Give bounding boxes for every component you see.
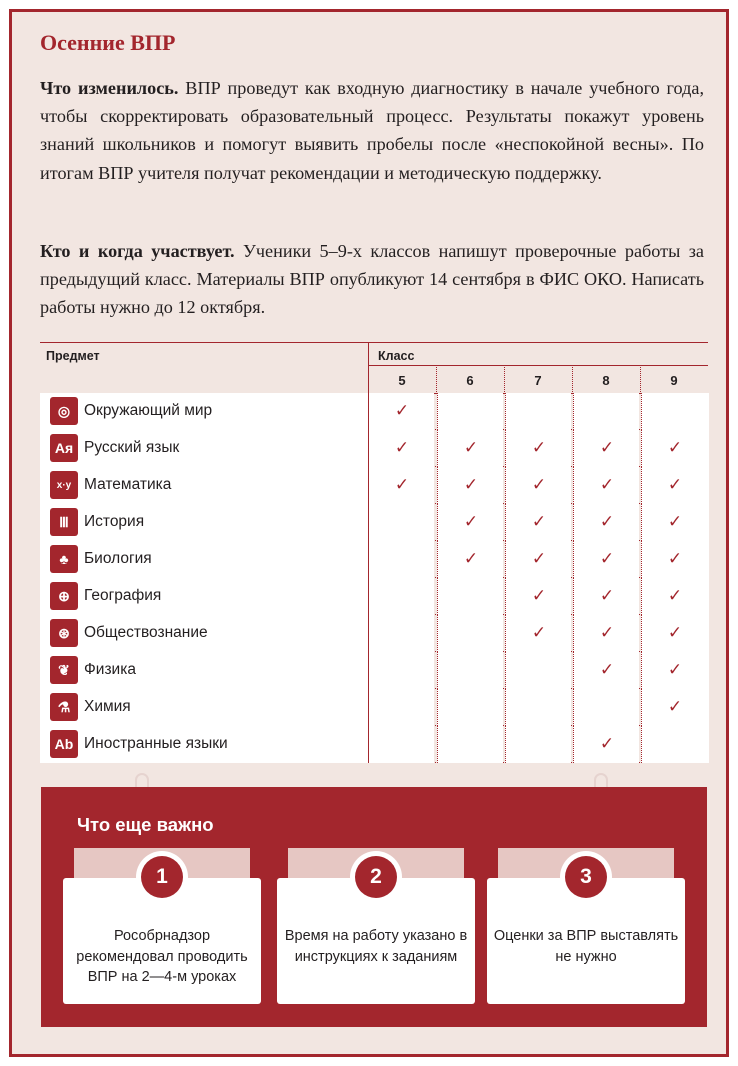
check-icon: ✓ — [667, 512, 683, 532]
grade-9-header: 9 — [670, 373, 678, 388]
check-icon: ✓ — [531, 438, 547, 458]
check-icon: ✓ — [531, 623, 547, 643]
people-globe-icon: ⊛ — [50, 619, 78, 647]
grade-6-cell — [437, 689, 503, 726]
what-changed-paragraph — [40, 74, 704, 187]
grade-7-cell — [505, 689, 571, 726]
subject-cell — [40, 541, 368, 578]
grade-8-cell — [573, 504, 639, 541]
grade-divider — [504, 365, 505, 394]
grade-7-cell — [505, 541, 571, 578]
table-row — [40, 578, 708, 615]
grade-5-cell — [368, 541, 434, 578]
subject-cell — [40, 726, 368, 763]
grade-divider — [640, 365, 641, 394]
grade-9-cell — [641, 652, 709, 689]
number-badge-label: 1 — [141, 856, 183, 898]
table-row — [40, 726, 708, 763]
card-text: Время на работу указано в инструкциях к заданиям — [284, 928, 468, 965]
grade-8-cell — [573, 393, 639, 430]
table-body — [40, 393, 708, 763]
subject-cell — [40, 615, 368, 652]
apple-book-icon: ❦ — [50, 656, 78, 684]
check-icon: ✓ — [531, 586, 547, 606]
check-icon: ✓ — [599, 512, 615, 532]
grade-7-cell — [505, 430, 571, 467]
grade-9-cell — [641, 393, 709, 430]
grade-8-cell — [573, 615, 639, 652]
grade-5-header: 5 — [398, 373, 406, 388]
check-icon: ✓ — [667, 549, 683, 569]
grade-8-cell — [573, 578, 639, 615]
grade-6-cell — [437, 504, 503, 541]
grade-6-cell — [437, 615, 503, 652]
subject-label: Химия — [84, 698, 131, 715]
grade-6-cell — [437, 430, 503, 467]
grade-8-cell — [573, 689, 639, 726]
check-icon: ✓ — [531, 512, 547, 532]
grade-9-cell — [641, 430, 709, 467]
grade-7-cell — [505, 726, 571, 763]
check-icon: ✓ — [599, 586, 615, 606]
check-icon: ✓ — [394, 401, 410, 421]
grade-7-header: 7 — [534, 373, 542, 388]
subject-cell — [40, 504, 368, 541]
grade-divider — [572, 365, 573, 394]
subject-label: Обществознание — [84, 624, 208, 641]
subject-cell — [40, 689, 368, 726]
check-icon: ✓ — [531, 549, 547, 569]
subject-label: Математика — [84, 476, 172, 493]
check-icon: ✓ — [463, 438, 479, 458]
subject-cell — [40, 430, 368, 467]
check-icon: ✓ — [599, 549, 615, 569]
math-xy-icon: x·y — [50, 471, 78, 499]
grade-6-cell — [437, 467, 503, 504]
grade-8-cell — [573, 652, 639, 689]
check-icon: ✓ — [531, 475, 547, 495]
grade-7-cell — [505, 652, 571, 689]
subject-label: Окружающий мир — [84, 402, 213, 419]
check-icon: ✓ — [394, 475, 410, 495]
grade-9-cell — [641, 467, 709, 504]
table-header — [40, 342, 708, 393]
important-block — [41, 787, 707, 1027]
check-icon: ✓ — [667, 697, 683, 717]
sprout-icon: ♣ — [50, 545, 78, 573]
table-row — [40, 541, 708, 578]
grade-6-header: 6 — [466, 373, 474, 388]
subject-label: География — [84, 587, 162, 604]
check-icon: ✓ — [667, 660, 683, 680]
important-title: Что еще важно — [77, 814, 214, 835]
table-row — [40, 615, 708, 652]
check-icon: ✓ — [667, 475, 683, 495]
grade-6-cell — [437, 578, 503, 615]
grade-9-cell — [641, 726, 709, 763]
check-icon: ✓ — [667, 438, 683, 458]
subjects-table — [40, 342, 708, 763]
grade-divider — [436, 365, 437, 394]
grade-5-cell — [368, 652, 434, 689]
grade-5-cell — [368, 689, 434, 726]
grade-5-cell — [368, 393, 434, 430]
grade-7-cell — [505, 393, 571, 430]
column-icon: Ⅲ — [50, 508, 78, 536]
check-icon: ✓ — [463, 549, 479, 569]
grade-6-cell — [437, 726, 503, 763]
number-badge-label: 3 — [565, 856, 607, 898]
grade-7-cell — [505, 504, 571, 541]
table-row — [40, 652, 708, 689]
subject-cell — [40, 652, 368, 689]
number-badge — [350, 851, 402, 903]
grade-9-cell — [641, 689, 709, 726]
check-icon: ✓ — [667, 586, 683, 606]
number-badge-label: 2 — [355, 856, 397, 898]
globe-icon: ⊕ — [50, 582, 78, 610]
grade-6-cell — [437, 541, 503, 578]
subject-cell — [40, 393, 368, 430]
grade-7-cell — [505, 467, 571, 504]
grade-7-cell — [505, 615, 571, 652]
grade-9-cell — [641, 615, 709, 652]
check-icon: ✓ — [667, 623, 683, 643]
table-row — [40, 393, 708, 430]
check-icon: ✓ — [599, 734, 615, 754]
subject-header: Предмет — [46, 349, 100, 363]
flask-icon: ⚗ — [50, 693, 78, 721]
check-icon: ✓ — [463, 475, 479, 495]
check-icon: ✓ — [599, 660, 615, 680]
grade-9-cell — [641, 578, 709, 615]
grade-7-cell — [505, 578, 571, 615]
grade-9-cell — [641, 504, 709, 541]
card-text: Рособрнадзор рекомендовал проводить ВПР на 2—4-м уроках — [76, 928, 248, 985]
subject-label: Физика — [84, 661, 136, 678]
check-icon: ✓ — [599, 623, 615, 643]
grade-5-cell — [368, 615, 434, 652]
table-row — [40, 467, 708, 504]
grade-6-cell — [437, 393, 503, 430]
number-badge — [560, 851, 612, 903]
grade-8-cell — [573, 541, 639, 578]
check-icon: ✓ — [599, 438, 615, 458]
check-icon: ✓ — [463, 512, 479, 532]
page-title: Осенние ВПР — [40, 30, 176, 55]
subject-label: Биология — [84, 550, 152, 567]
grade-5-cell — [368, 504, 434, 541]
who-when-lead: Кто и когда участвует. — [40, 241, 235, 261]
subject-label: Иностранные языки — [84, 735, 228, 752]
grade-5-cell — [368, 467, 434, 504]
grade-8-cell — [573, 430, 639, 467]
grade-9-cell — [641, 541, 709, 578]
grade-8-cell — [573, 467, 639, 504]
check-icon: ✓ — [599, 475, 615, 495]
class-header-line — [368, 365, 708, 366]
grade-5-cell — [368, 726, 434, 763]
subject-label: Русский язык — [84, 439, 180, 456]
table-row — [40, 689, 708, 726]
letters-ay-icon: Ая — [50, 434, 78, 462]
check-icon: ✓ — [394, 438, 410, 458]
subject-cell — [40, 578, 368, 615]
card-text: Оценки за ВПР выставлять не нужно — [493, 928, 679, 965]
globe-hand-icon: ◎ — [50, 397, 78, 425]
grade-5-cell — [368, 578, 434, 615]
what-changed-text: ВПР проведут как входную диагностику в начале учебного года, чтобы скорректировать образовательный процесс. Результаты покажут уровень знаний школьников и помогут выявить пробелы после «неспокойной весны». По итогам ВПР учителя получат рекомендации и методическую поддержку. — [40, 78, 704, 183]
subject-cell — [40, 467, 368, 504]
number-badge — [136, 851, 188, 903]
what-changed-lead: Что изменилось. — [40, 78, 179, 98]
grade-8-cell — [573, 726, 639, 763]
grade-6-cell — [437, 652, 503, 689]
who-when-paragraph — [40, 237, 704, 322]
table-row — [40, 504, 708, 541]
class-header: Класс — [378, 349, 415, 363]
who-when-text: Ученики 5–9-х классов напишут проверочные работы за предыдущий класс. Материалы ВПР опубликуют 14 сентября в ФИС ОКО. Написать работы нужно до 12 октября. — [40, 241, 704, 318]
letters-ab-icon: Ab — [50, 730, 78, 758]
table-row — [40, 430, 708, 467]
subject-label: История — [84, 513, 145, 530]
grade-5-cell — [368, 430, 434, 467]
grade-8-header: 8 — [602, 373, 610, 388]
